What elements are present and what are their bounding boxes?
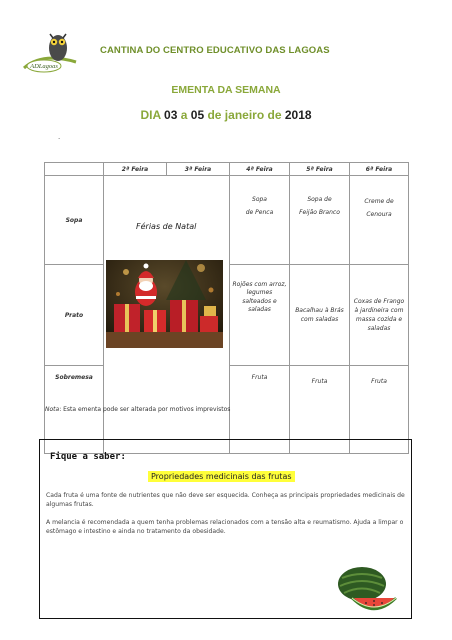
table-row-soup — [45, 176, 409, 265]
holiday-label: Férias de Natal — [136, 222, 197, 231]
date-prefix: DIA — [140, 108, 161, 122]
header-day-tue: 3ª Feira — [167, 163, 230, 176]
header-day-wed: 4ª Feira — [230, 163, 290, 176]
logo-text: ADLagoas — [30, 63, 58, 70]
info-subheading: Propriedades medicinais das frutas — [148, 471, 295, 482]
note-label: Nota — [45, 406, 60, 413]
category-dessert: Sobremesa — [45, 366, 104, 454]
soup-thu: Sopa de Feijão Branco — [290, 176, 350, 265]
info-heading: Fique a saber: — [50, 452, 126, 462]
header-day-fri: 6ª Feira — [350, 163, 409, 176]
date-start: 03 — [164, 108, 178, 122]
owl-logo — [22, 28, 78, 74]
header-day-mon: 2ª Feira — [104, 163, 167, 176]
menu-title: EMENTA DA SEMANA — [171, 84, 281, 96]
owl-body-icon — [49, 35, 67, 61]
date-middle: de janeiro de — [207, 108, 282, 122]
header-day-thu: 5ª Feira — [290, 163, 350, 176]
main-thu: Bacalhau à Brás com saladas — [290, 265, 350, 366]
note-text: : Esta ementa pode ser alterada por motivos imprevistos — [59, 406, 231, 413]
dessert-thu: Fruta — [290, 366, 350, 454]
category-main: Prato — [45, 265, 104, 366]
dessert-wed: Fruta — [230, 366, 290, 454]
header-empty-cell — [45, 163, 104, 176]
watermelon-image — [332, 562, 398, 612]
date-end: 05 — [190, 108, 205, 122]
dessert-fri: Fruta — [350, 366, 409, 454]
info-paragraph-1: Cada fruta é uma fonte de nutrientes que não deve ser esquecida. Conheça as principais propriedades medicinais de algumas frutas. — [46, 492, 405, 508]
soup-fri: Creme de Cenoura — [350, 176, 409, 265]
date-connector: a — [180, 108, 188, 122]
stray-dot: . — [58, 132, 61, 141]
category-soup: Sopa — [45, 176, 104, 265]
main-wed: Rojões com arroz, legumes salteados e saladas — [230, 265, 290, 366]
info-paragraph-2: A melancia é recomendada a quem tenha problemas relacionados com a tensão alta e reumatismo. Ajuda a limpar o estômago e intestino e ainda no tratamento da obesidade. — [46, 519, 404, 535]
menu-note — [45, 406, 230, 413]
christmas-gifts-image — [106, 260, 223, 348]
date-year: 2018 — [284, 108, 312, 122]
soup-wed: Sopa de Penca — [230, 176, 290, 265]
main-fri: Coxas de Frango à jardineira com massa cozida e saladas — [350, 265, 409, 366]
date-line — [0, 108, 452, 122]
table-header-row — [45, 163, 409, 176]
school-title: CANTINA DO CENTRO EDUCATIVO DAS LAGOAS — [100, 45, 330, 56]
